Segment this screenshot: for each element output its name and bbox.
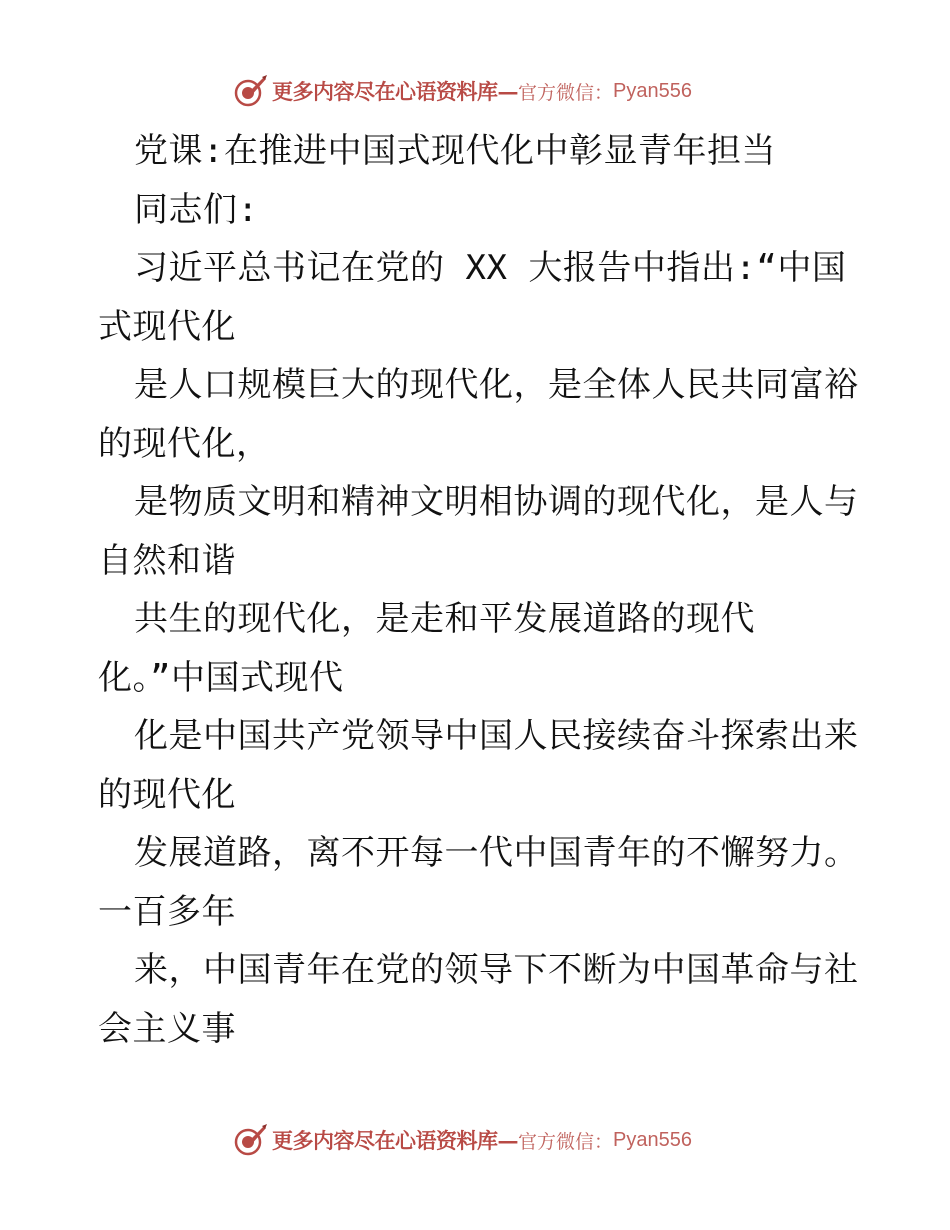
header-banner [232,72,732,110]
header-contact-label: 官方微信： [518,81,614,104]
paragraph-line: 发展道路，离不开每一代中国青年的不懈努力。 [134,833,859,873]
paragraph-line: 是人口规模巨大的现代化，是全体人民共同富裕 [134,365,859,405]
document-title: 党课:在推进中国式现代化中彰显青年担当 [134,131,776,171]
footer-brand-text: 更多内容尽在心语资料库 [272,1128,498,1153]
paragraph-line: 的现代化 [98,774,236,815]
paragraph-line: 来，中国青年在党的领导下不断为中国革命与社 [134,950,859,990]
footer-contact-label: 官方微信： [518,1130,614,1153]
document-body [98,122,858,1058]
paragraph-line: 是物质文明和精神文明相协调的现代化，是人与 [134,482,859,522]
paragraph-line: 一百多年 [98,891,236,932]
header-contact-id: Pyan556 [613,79,692,102]
quill-seal-logo-icon [232,73,268,109]
paragraph-line: 共生的现代化，是走和平发展道路的现代 [134,599,755,639]
paragraph-line: 习近平总书记在党的 XX 大报告中指出:“中国 [134,248,847,288]
header-separator: — [497,78,518,104]
footer-contact-id: Pyan556 [613,1128,692,1151]
paragraph-line: 化是中国共产党领导中国人民接续奋斗探索出来 [134,716,859,756]
quill-seal-logo-icon [232,1122,268,1158]
paragraph-line: 化。”中国式现代 [98,657,344,698]
paragraph-line: 的现代化， [98,423,271,464]
footer-separator: — [497,1127,518,1153]
paragraph-line: 自然和谐 [98,540,236,581]
footer-banner [232,1121,732,1159]
salutation: 同志们: [134,189,259,230]
paragraph-line: 式现代化 [98,306,236,347]
header-brand-text: 更多内容尽在心语资料库 [272,79,498,104]
paragraph-line: 会主义事 [98,1008,236,1049]
